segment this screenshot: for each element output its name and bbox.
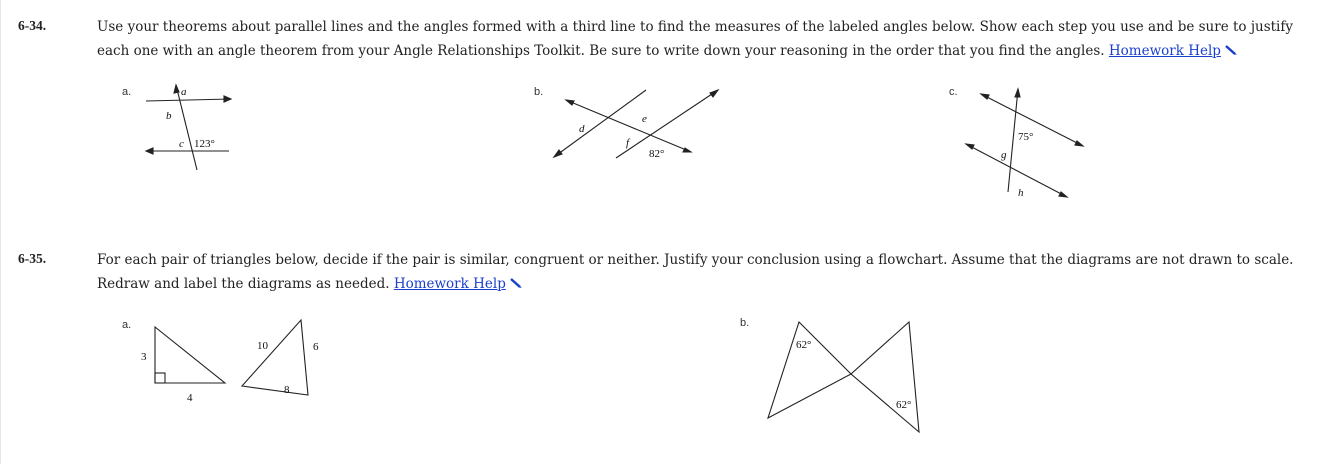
side-8-label: 8: [284, 384, 290, 396]
part-label-b: b.: [740, 317, 750, 329]
side-4-label: 4: [187, 392, 193, 404]
side-3-label: 3: [141, 351, 147, 363]
angle-a-label: a: [181, 86, 187, 98]
figure-6-34-b: [546, 82, 726, 167]
given-angle-label: 75°: [1018, 131, 1034, 143]
figure-6-35-a: [136, 315, 336, 410]
figure-6-35-b: [761, 318, 931, 438]
homework-help-link[interactable]: [394, 276, 523, 292]
given-angle-label: 123°: [194, 138, 215, 150]
part-label-a: a.: [122, 86, 132, 98]
angle-62-top-label: 62°: [796, 339, 812, 351]
figure-6-34-a: [141, 80, 241, 175]
part-label-b: b.: [534, 86, 544, 98]
pencil-icon: [1224, 40, 1238, 64]
angle-d-label: d: [579, 123, 585, 135]
homework-help-link[interactable]: [1109, 43, 1238, 59]
homework-help-label: Homework Help: [393, 276, 506, 292]
problem-statement: Use your theorems about parallel lines and the angles formed with a third line to find the measures of the labeled angles below. Show each step you use and be sure to justify each one with an angle theorem from your Angle Relationships Toolkit. Be sure to write down your reasoning in the order that you find the angles.: [97, 19, 1293, 59]
problem-statement: For each pair of triangles below, decide if the pair is similar, congruent or neither. Justify your conclusion using a flowchart. Assume that the diagrams are not drawn to scale. Redraw and label the diagrams as needed.: [97, 252, 1294, 292]
angle-b-label: b: [166, 110, 172, 122]
pencil-icon: [509, 273, 523, 297]
given-angle-label: 82°: [649, 148, 665, 160]
angle-62-bottom-label: 62°: [896, 399, 912, 411]
problem-text: [97, 248, 1307, 297]
angle-f-label: f: [626, 137, 630, 149]
problem-number: 6-34.: [18, 18, 47, 33]
angle-e-label: e: [642, 113, 647, 125]
part-label-c: c.: [949, 86, 958, 98]
problem-text: [97, 15, 1307, 64]
problem-number: 6-35.: [18, 251, 47, 266]
side-6-label: 6: [313, 341, 319, 353]
part-label-a: a.: [122, 319, 132, 331]
figure-6-34-c: [961, 84, 1091, 204]
side-10-label: 10: [257, 340, 268, 352]
homework-help-label: Homework Help: [1108, 43, 1221, 59]
angle-c-label: c: [179, 138, 184, 150]
angle-g-label: g: [1001, 149, 1007, 161]
angle-h-label: h: [1018, 187, 1024, 199]
